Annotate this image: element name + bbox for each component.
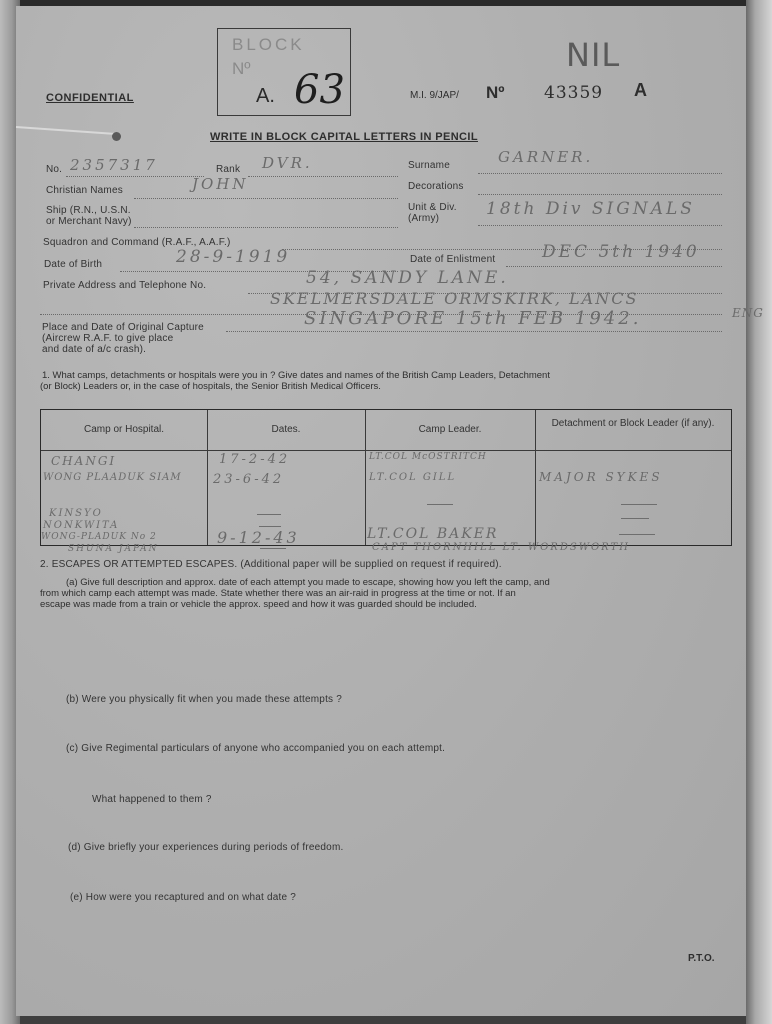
stamp-number: 63 bbox=[294, 67, 345, 113]
capture-label-2: (Aircrew R.A.F. to give place bbox=[42, 333, 174, 344]
table-row-3-detachment-dash bbox=[621, 504, 657, 505]
table-row-6-camp: SHUNA JAPAN bbox=[68, 544, 159, 554]
column-header-dates: Dates. bbox=[271, 424, 301, 435]
question-c: (c) Give Regimental particulars of anyone who accompanied you on each attempt. bbox=[66, 743, 446, 754]
surname-label: Surname bbox=[408, 160, 450, 171]
unit-line bbox=[478, 225, 722, 226]
capture-value: SINGAPORE 15th FEB 1942. bbox=[304, 308, 642, 329]
table-row-3-camp: KINSYO bbox=[49, 508, 103, 519]
block-stamp bbox=[217, 28, 351, 116]
service-number-line bbox=[66, 176, 204, 177]
row-4-date-dash bbox=[259, 526, 281, 527]
table-row-3-date-dash bbox=[257, 514, 281, 515]
question-c-followup: What happened to them ? bbox=[92, 794, 212, 805]
instruction-heading: WRITE IN BLOCK CAPITAL LETTERS IN PENCIL bbox=[210, 131, 478, 143]
table-row-1-leader: LT.COL McOSTRITCH bbox=[369, 452, 487, 462]
table-row-5-camp: WONG-PLADUK No 2 bbox=[41, 532, 157, 542]
stamp-block-text: BLOCK bbox=[232, 35, 305, 54]
unit-value: 18th Div SIGNALS bbox=[486, 199, 695, 219]
table-row-4-camp: NONKWITA bbox=[43, 520, 120, 531]
punch-hole bbox=[112, 132, 121, 141]
row-3-detachment-dash-2 bbox=[621, 518, 649, 519]
column-header-leader: Camp Leader. bbox=[418, 424, 482, 435]
squadron-label: Squadron and Command (R.A.F., A.A.F.) bbox=[43, 237, 231, 248]
number-label: Nº bbox=[486, 83, 505, 102]
section1-question-line1: 1. What camps, detachments or hospitals were you in ? Give dates and names of the British Camp Leaders, Detachment bbox=[42, 370, 550, 381]
address-value-1: 54, SANDY LANE. bbox=[306, 268, 509, 288]
camps-table bbox=[40, 409, 732, 546]
question-d: (d) Give briefly your experiences during periods of freedom. bbox=[68, 842, 344, 853]
unit-label-1: Unit & Div. bbox=[408, 202, 457, 213]
table-row-4-detachment-dash bbox=[619, 534, 655, 535]
table-row-2-camp: WONG PLAADUK SIAM bbox=[43, 472, 182, 483]
question-e: (e) How were you recaptured and on what date ? bbox=[70, 892, 296, 903]
ship-label-1: Ship (R.N., U.S.N. bbox=[46, 205, 131, 216]
address-value-2: SKELMERSDALE ORMSKIRK, LANCS bbox=[270, 289, 639, 308]
table-row-5-leader: LT.COL BAKER bbox=[367, 526, 499, 542]
christian-names-value: JOHN bbox=[192, 175, 249, 193]
form-page bbox=[16, 6, 764, 1016]
ship-line bbox=[134, 227, 398, 228]
pto-label: P.T.O. bbox=[688, 953, 715, 964]
table-header-rule bbox=[41, 450, 731, 451]
capture-line bbox=[226, 331, 722, 332]
question-a-line1: (a) Give full description and approx. date of each attempt you made to escape, showing how you left the camp, and bbox=[66, 577, 550, 588]
question-a-line2: from which camp each attempt was made. State whether there was an air-raid in progress at the time or not. If an bbox=[40, 588, 516, 599]
address-value-2-extra: ENG bbox=[732, 306, 764, 320]
table-row-2-leader: LT.COL GILL bbox=[369, 472, 457, 483]
confidential-label: CONFIDENTIAL bbox=[46, 92, 134, 104]
stamp-no-text: Nº bbox=[232, 59, 251, 78]
form-number: 43359 bbox=[544, 83, 604, 103]
form-suffix: A bbox=[634, 80, 647, 100]
table-row-2-date: 23-6-42 bbox=[213, 472, 285, 487]
date-of-birth-label: Date of Birth bbox=[44, 259, 103, 270]
enlistment-label: Date of Enlistment bbox=[410, 254, 496, 265]
stamp-prefix: A. bbox=[256, 85, 275, 107]
unit-label-2: (Army) bbox=[408, 213, 440, 224]
section2-heading: 2. ESCAPES OR ATTEMPTED ESCAPES. (Additional paper will be supplied on request if required). bbox=[40, 559, 502, 570]
column-header-camp: Camp or Hospital. bbox=[83, 424, 165, 435]
question-b: (b) Were you physically fit when you made these attempts ? bbox=[66, 694, 342, 705]
nil-annotation: NIL bbox=[566, 36, 621, 74]
table-row-3-leader-dash bbox=[427, 504, 453, 505]
capture-label-1: Place and Date of Original Capture bbox=[42, 322, 204, 333]
service-number-label: No. bbox=[46, 164, 63, 175]
christian-names-label: Christian Names bbox=[46, 185, 123, 196]
surname-value: GARNER. bbox=[498, 148, 594, 166]
service-number-value: 2357317 bbox=[70, 156, 158, 174]
table-row-2-detachment: MAJOR SYKES bbox=[539, 470, 663, 484]
rank-line bbox=[248, 176, 398, 177]
tag-string bbox=[16, 126, 118, 135]
rank-value: DVR. bbox=[262, 154, 313, 172]
enlistment-value: DEC 5th 1940 bbox=[542, 242, 700, 262]
table-row-1-camp: CHANGI bbox=[51, 454, 117, 468]
rank-label: Rank bbox=[216, 164, 241, 175]
enlistment-line bbox=[506, 266, 722, 267]
reference-code: M.I. 9/JAP/ bbox=[410, 90, 459, 101]
table-divider-3 bbox=[535, 410, 536, 545]
capture-label-3: and date of a/c crash). bbox=[42, 344, 147, 355]
question-a-line3: escape was made from a train or vehicle the approx. speed and how it was guarded should be included. bbox=[40, 599, 477, 610]
table-row-5-date: 9-12-43 bbox=[217, 528, 300, 547]
christian-names-line bbox=[134, 198, 398, 199]
ship-label-2: or Merchant Navy) bbox=[46, 216, 132, 227]
table-row-6-leader: CAPT THORNHILL LT. WORDSWORTH bbox=[372, 542, 630, 553]
decorations-line bbox=[478, 194, 722, 195]
column-header-detachment: Detachment or Block Leader (if any). bbox=[551, 418, 715, 429]
date-of-birth-value: 28-9-1919 bbox=[176, 247, 291, 267]
table-row-1-date: 17-2-42 bbox=[219, 452, 291, 467]
folder-right-edge bbox=[746, 0, 772, 1024]
surname-line bbox=[478, 173, 722, 174]
address-label: Private Address and Telephone No. bbox=[43, 280, 207, 291]
section1-question-line2: (or Block) Leaders or, in the case of hospitals, the Senior British Medical Officers. bbox=[40, 381, 381, 392]
table-row-6-date-dash bbox=[260, 548, 286, 549]
decorations-label: Decorations bbox=[408, 181, 464, 192]
